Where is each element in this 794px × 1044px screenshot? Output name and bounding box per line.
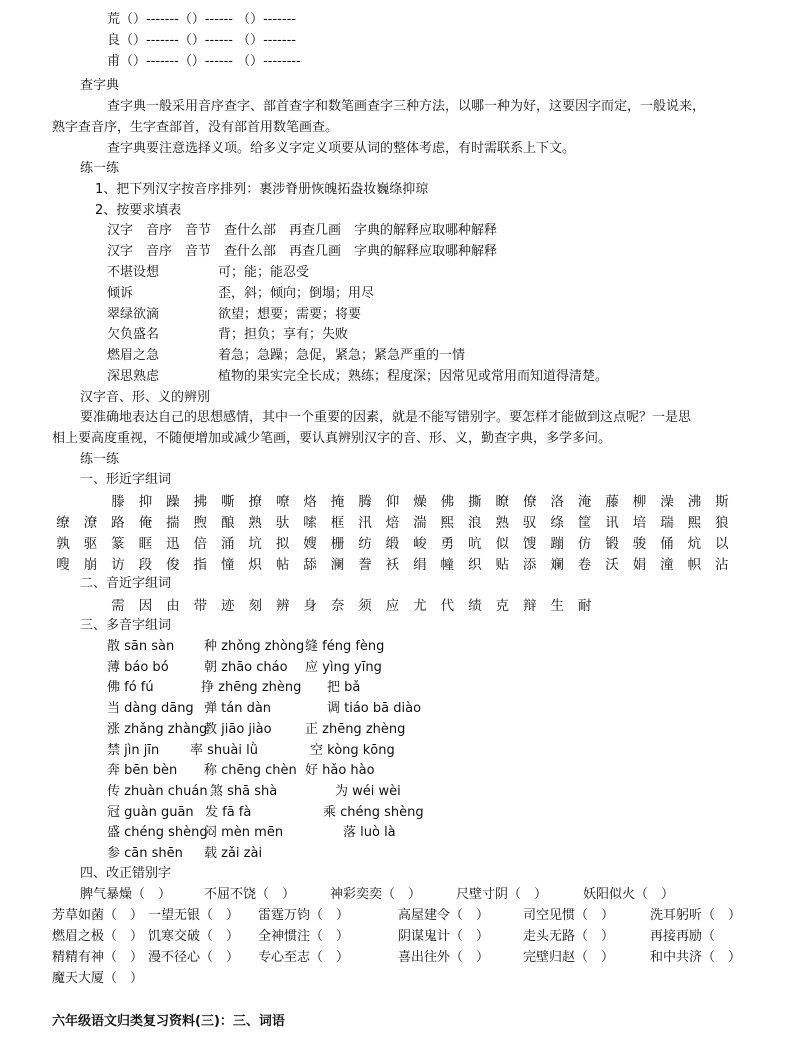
idiom-word: 翠绿欲滴 <box>107 307 160 322</box>
grid-char: 洛 <box>550 494 564 510</box>
paragraph-line: 查字典一般采用音序查字、部首查字和数笔画查字三种方法，以哪一种为好，这要因字而定，一般说来， <box>107 99 706 114</box>
grid-char: 驱 <box>83 536 98 552</box>
grid-char: 讯 <box>605 515 619 531</box>
grid-char: 眶 <box>138 536 153 552</box>
grid-char: 酿 <box>220 515 235 531</box>
idiom-meaning: 着急；急躁；急促，紧急；紧急严重的一情 <box>218 348 466 363</box>
grid-char: 躁 <box>166 494 180 510</box>
grid-char: 憧 <box>220 557 235 573</box>
grid-char: 俊 <box>166 557 180 573</box>
grid-char: 掩 <box>330 494 345 510</box>
grid-char: 缭 <box>56 515 70 531</box>
grid-char: 馊 <box>522 536 537 552</box>
grid-char: 汛 <box>358 515 372 531</box>
typo-item: 喜出往外（ ） <box>398 950 490 965</box>
typo-item: 走头无路（ ） <box>523 929 615 944</box>
grid-char: 迅 <box>166 536 180 552</box>
typo-item: 和中共济（ ） <box>650 950 742 965</box>
grid-char: 腾 <box>358 494 372 510</box>
char-row <box>0 534 794 554</box>
grid-char: 由 <box>166 598 180 614</box>
section-heading: 查字典 <box>80 78 120 93</box>
grid-char: 抑 <box>138 494 153 510</box>
polyphone-entry: 载 zǎi zài <box>204 846 263 861</box>
grid-char: 沃 <box>605 557 619 573</box>
grid-char: 缎 <box>385 536 400 552</box>
grid-char: 孰 <box>56 536 70 552</box>
grid-char: 帜 <box>687 557 702 573</box>
grid-char: 纺 <box>358 536 372 552</box>
idiom-word: 深思熟虑 <box>107 369 160 384</box>
grid-char: 似 <box>495 536 509 552</box>
grid-char: 俑 <box>660 536 674 552</box>
typo-item: 漫不径心（ ） <box>148 950 240 965</box>
idiom-meaning: 欲望；想要；需要；将要 <box>218 307 362 322</box>
grid-char: 帖 <box>275 557 290 573</box>
grid-char: 指 <box>193 557 207 573</box>
grid-char: 拂 <box>193 494 208 510</box>
grid-char: 倍 <box>193 536 207 552</box>
section-heading: 汉字音、形、义的辨別 <box>80 390 211 405</box>
polyphone-entry: 正 zhēng zhèng <box>305 721 406 737</box>
grid-char: 尤 <box>413 598 427 614</box>
polyphone-entry: 调 tiáo bā diào <box>327 701 422 717</box>
grid-char: 嘹 <box>275 494 290 510</box>
subsection-title: 二、音近字组词 <box>80 576 172 591</box>
grid-char: 卷 <box>577 557 592 573</box>
typo-item: 精精有神（ ） <box>52 950 144 965</box>
grid-char: 坑 <box>248 536 262 552</box>
typo-item: 燃眉之极（ ） <box>52 929 144 944</box>
grid-char: 织 <box>468 557 482 573</box>
polyphone-entry: 奔 bēn bèn <box>107 763 178 779</box>
polyphone-entry: 参 cān shēn <box>107 846 183 861</box>
grid-char: 耐 <box>577 598 592 614</box>
typo-item: 尺壁寸阴（ ） <box>456 887 548 902</box>
grid-char: 潦 <box>83 515 98 531</box>
grid-char: 沸 <box>687 494 702 510</box>
grid-char: 淹 <box>577 494 592 510</box>
idiom-meaning: 植物的果实完全长成；熟练；程度深；因常见或常用而知道得清楚。 <box>218 369 609 384</box>
polyphone-entry: 应 yìng yīng <box>305 659 382 675</box>
grid-char: 须 <box>358 598 372 614</box>
grid-char: 舔 <box>303 557 317 573</box>
grid-char: 娟 <box>632 557 647 573</box>
stroke-line: 荒（）-------（）------ （）------- <box>107 12 296 27</box>
grid-char: 锻 <box>605 536 619 552</box>
grid-char: 柳 <box>632 494 647 510</box>
grid-char: 涌 <box>220 536 235 552</box>
typo-item: 芳草如菌（ ） <box>52 908 144 923</box>
grid-char: 因 <box>138 598 153 614</box>
typo-item: 洗耳躬听（ ） <box>650 908 742 923</box>
polyphone-entry: 佛 fó fú <box>107 680 154 696</box>
grid-char: 滕 <box>111 494 125 510</box>
polyphone-entry: 乘 chéng shèng <box>323 804 424 820</box>
typo-item: 高屋建令（ ） <box>398 908 490 923</box>
grid-char: 吭 <box>468 536 482 552</box>
grid-char: 蹦 <box>550 536 564 552</box>
subsection-title: 三、多音字组词 <box>80 618 172 633</box>
grid-char: 辨 <box>275 598 290 614</box>
grid-char: 澡 <box>660 494 674 510</box>
polyphone-entry: 闷 mèn mēn <box>204 825 284 841</box>
grid-char: 炕 <box>687 536 702 552</box>
polyphone-entry: 称 chēng chèn <box>204 763 297 779</box>
typo-item: 再接再励（ <box>650 929 716 944</box>
polyphone-entry: 挣 zhēng zhèng <box>201 680 302 696</box>
grid-char: 崩 <box>83 557 98 573</box>
grid-char: 仿 <box>577 536 592 552</box>
grid-char: 煦 <box>193 515 207 531</box>
grid-char: 骏 <box>632 536 647 552</box>
grid-char: 需 <box>111 598 125 614</box>
grid-char: 熙 <box>440 515 455 531</box>
paragraph-line: 查字典要注意选择义项。给多义字定义项要从词的整体考虑，有时需联系上下文。 <box>107 141 576 156</box>
grid-char: 幢 <box>440 557 455 573</box>
polyphone-entry: 为 wéi wèi <box>335 783 401 799</box>
grid-char: 佛 <box>440 494 455 510</box>
subsection-title: 四、改正错别字 <box>80 866 172 881</box>
typo-item: 魔天大厦（ ） <box>52 971 144 986</box>
grid-char: 筐 <box>577 515 592 531</box>
grid-char: 撩 <box>248 494 262 510</box>
grid-char: 路 <box>111 515 125 531</box>
polyphone-entry: 率 shuài lǜ <box>190 742 258 758</box>
grid-char: 辩 <box>523 598 537 614</box>
grid-char: 炽 <box>248 557 262 573</box>
grid-char: 藤 <box>605 494 619 510</box>
polyphone-entry: 盛 chéng shèng <box>107 825 208 841</box>
char-row <box>0 513 794 533</box>
grid-char: 熙 <box>687 515 702 531</box>
polyphone-entry: 发 fā fà <box>205 804 252 820</box>
grid-char: 勇 <box>440 536 455 552</box>
idiom-word: 燃眉之急 <box>107 348 160 363</box>
polyphone-entry: 煞 shā shà <box>210 783 278 799</box>
grid-char: 潼 <box>660 557 674 573</box>
grid-char: 培 <box>632 515 647 531</box>
subsection-title: 一、形近字组词 <box>80 472 172 487</box>
grid-char: 斓 <box>550 557 564 573</box>
typo-item: 一望无银（ ） <box>148 908 240 923</box>
grid-char: 驭 <box>522 515 537 531</box>
grid-char: 仰 <box>385 494 400 510</box>
grid-char: 代 <box>440 598 455 614</box>
char-row <box>0 492 794 512</box>
grid-char: 嘶 <box>221 494 235 510</box>
grid-char: 刻 <box>248 598 262 614</box>
polyphone-entry: 当 dàng dāng <box>107 701 194 717</box>
grid-char: 栅 <box>330 536 345 552</box>
grid-char: 浪 <box>468 515 482 531</box>
grid-char: 僚 <box>523 494 537 510</box>
grid-char: 瞭 <box>495 494 510 510</box>
polyphone-entry: 落 luò là <box>343 825 396 841</box>
paragraph-line: 熟字查音序，生字查部首，没有部首用数笔画查。 <box>52 120 339 135</box>
typo-item: 妖阳似火（ ） <box>583 887 675 902</box>
polyphone-entry: 种 zhǒng zhòng <box>204 639 305 654</box>
grid-char: 熟 <box>495 515 509 531</box>
polyphone-entry: 缝 féng fèng <box>305 639 385 654</box>
grid-char: 框 <box>330 515 345 531</box>
grid-char: 烙 <box>303 494 317 510</box>
grid-char: 以 <box>715 536 729 552</box>
idiom-word: 不堪设想 <box>107 265 160 280</box>
grid-char: 瑞 <box>660 515 674 531</box>
grid-char: 沾 <box>715 557 729 573</box>
typo-item: 雷霆万钧（ ） <box>258 908 350 923</box>
grid-char: 迹 <box>221 598 235 614</box>
grid-char: 澜 <box>330 557 345 573</box>
typo-item: 司空见惯（ ） <box>523 908 615 923</box>
grid-char: 绢 <box>413 557 427 573</box>
typo-item: 脾气暴燥（ ） <box>80 887 172 902</box>
grid-char: 熟 <box>248 515 262 531</box>
grid-char: 生 <box>550 598 564 614</box>
grid-char: 应 <box>385 598 400 614</box>
grid-char: 峻 <box>413 536 427 552</box>
stroke-line: 甫（）-------（）------ （）-------- <box>107 54 301 69</box>
typo-item: 饥寒交破（ ） <box>148 929 240 944</box>
char-row <box>0 596 794 616</box>
grid-char: 访 <box>111 557 125 573</box>
grid-char: 撕 <box>468 494 482 510</box>
grid-char: 斯 <box>715 494 729 510</box>
grid-char: 湍 <box>413 515 427 531</box>
grid-char: 誊 <box>358 557 372 573</box>
grid-char: 狼 <box>715 515 729 531</box>
idiom-word: 欠负盛名 <box>107 327 160 342</box>
table-header: 汉字 音序 音节 查什么部 再查几画 字典的解释应取哪种解释 <box>107 244 498 259</box>
grid-char: 揣 <box>166 515 180 531</box>
char-row <box>0 555 794 575</box>
polyphone-entry: 把 bǎ <box>327 680 361 696</box>
idiom-meaning: 背；担负；享有；失败 <box>218 327 349 342</box>
polyphone-entry: 教 jiāo jiào <box>204 721 272 737</box>
grid-char: 燥 <box>413 494 427 510</box>
grid-char: 奈 <box>330 598 345 614</box>
exercise-item: 1、把下列汉字按音序排列：裹涉脊册恢魄拓盎妆巍绦抑琼 <box>95 182 429 197</box>
idiom-meaning: 可；能；能忍受 <box>218 265 310 280</box>
grid-char: 克 <box>495 598 510 614</box>
typo-item: 神彩奕奕（ ） <box>330 887 422 902</box>
polyphone-entry: 薄 báo bó <box>107 659 169 675</box>
polyphone-entry: 禁 jìn jīn <box>107 742 160 758</box>
paragraph-line: 相上要高度重视，不随便增加或减少笔画，要认真辨别汉字的音、形、义，勤查字典，多学多问。 <box>52 431 612 446</box>
polyphone-entry: 冠 guàn guān <box>107 804 194 820</box>
practice-heading: 练一练 <box>80 161 120 176</box>
grid-char: 身 <box>303 598 317 614</box>
stroke-line: 良（）-------（）------ （）------- <box>107 33 296 48</box>
exercise-item: 2、按要求填表 <box>95 203 182 218</box>
polyphone-entry: 朝 zhāo cháo <box>204 659 288 675</box>
grid-char: 贴 <box>495 557 509 573</box>
grid-char: 绩 <box>468 598 482 614</box>
grid-char: 拟 <box>275 536 290 552</box>
paragraph-line: 要准确地表达自己的思想感情，其中一个重要的因素，就是不能写错别字。要怎样才能做到这点呢？一是思 <box>80 410 692 425</box>
polyphone-entry: 散 sān sàn <box>107 639 175 654</box>
grid-char: 带 <box>193 598 208 614</box>
grid-char: 驮 <box>275 515 290 531</box>
polyphone-entry: 弹 tán dàn <box>204 701 272 717</box>
grid-char: 篆 <box>111 536 125 552</box>
idiom-meaning: 歪，斜；倾向；倒塌；用尽 <box>218 286 375 301</box>
polyphone-entry: 涨 zhǎng zhàng <box>107 721 208 737</box>
typo-item: 全神惯注（ ） <box>258 929 350 944</box>
grid-char: 俺 <box>138 515 153 531</box>
typo-item: 完壁归赵（ ） <box>523 950 615 965</box>
polyphone-entry: 好 hǎo hào <box>305 763 375 779</box>
idiom-word: 倾诉 <box>107 286 134 301</box>
table-header: 汉字 音序 音节 查什么部 再查几画 字典的解释应取哪种解释 <box>107 223 498 238</box>
grid-char: 绦 <box>550 515 564 531</box>
grid-char: 焙 <box>385 515 400 531</box>
practice-heading: 练一练 <box>80 452 120 467</box>
grid-char: 嫂 <box>303 536 317 552</box>
typo-item: 专心至志（ ） <box>258 950 350 965</box>
footer-title: 六年级语文归类复习资料(三)：三、词语 <box>52 1014 285 1029</box>
grid-char: 袄 <box>385 557 400 573</box>
polyphone-entry: 空 kòng kōng <box>310 742 395 758</box>
grid-char: 添 <box>522 557 537 573</box>
grid-char: 嗖 <box>56 557 70 573</box>
typo-item: 不屈不饶（ ） <box>204 887 296 902</box>
grid-char: 嗦 <box>303 515 317 531</box>
typo-item: 阴谋鬼计（ ） <box>398 929 490 944</box>
polyphone-entry: 传 zhuàn chuán <box>107 783 208 799</box>
grid-char: 段 <box>138 557 153 573</box>
